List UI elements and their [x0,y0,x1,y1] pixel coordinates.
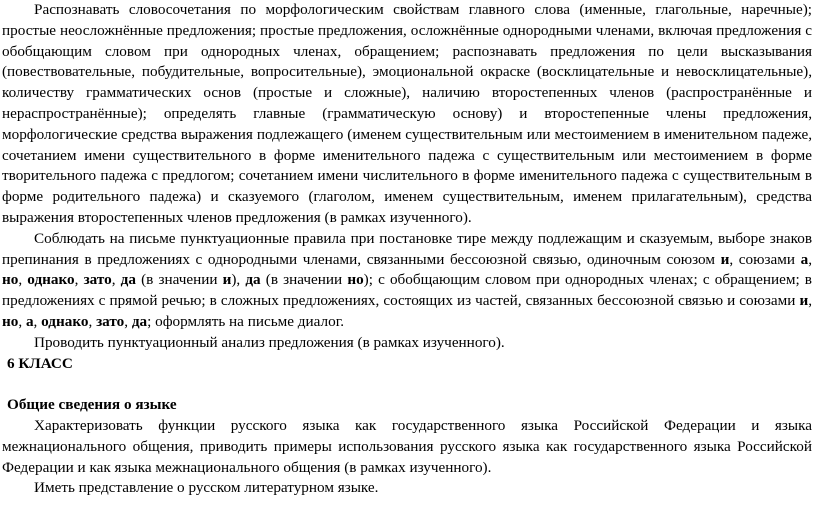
text-run: Соблюдать на письме пунктуационные правила при постановке тире между подлежащим и сказуемым, выборе знаков препинания в предложениях с однородными членами, связанными бессоюзной связью, одиночным союзом [2,229,812,268]
text-run: (в значении [260,271,348,289]
text-run: ); с обобщающим словом при однородных членах; с обращением; в предложениях с прямой речью; в сложных предложениях, состоящих из частей, связанных бессоюзной связью и союзами [2,271,812,310]
bold-term: но [347,271,364,289]
bold-term: однако [41,312,89,330]
paragraph-language-functions: Характеризовать функции русского языка как государственного языка Российской Федерации и языка межнационального общения, приводить примеры использования русского языка как государственного языка Российской Федерации и как языка межнационального общения (в рамках изученного). [2,416,812,476]
bold-term: но [2,312,19,330]
text-run: ; оформлять на письме диалог. [147,312,345,330]
bold-term: да [120,271,136,289]
section-heading: Общие сведения о языке [7,396,177,414]
bold-term: однако [27,271,75,289]
bold-term: и [799,292,809,310]
bold-term: и [222,271,232,289]
text-run: , [111,271,121,289]
bold-term: да [245,271,261,289]
grade-heading: 6 КЛАСС [7,354,73,372]
bold-term: а [25,312,34,330]
spacer [2,374,812,395]
text-run: , [33,312,42,330]
bold-term: зато [83,271,112,289]
paragraph-literary-language: Иметь представление о русском литературном языке. [34,479,379,497]
bold-term: зато [96,312,125,330]
text-run: , [18,312,26,330]
text-run: , [808,250,812,268]
text-run: , [88,312,97,330]
text-run: , союзами [729,250,801,268]
paragraph-punctuation-analysis: Проводить пунктуационный анализ предложения (в рамках изученного). [34,333,505,351]
paragraph-punctuation-rules [2,229,812,333]
bold-term: а [800,250,809,268]
text-run: , [74,271,84,289]
bold-term: но [2,271,19,289]
bold-term: да [131,312,148,330]
text-run: , [124,312,132,330]
text-run: (в значении [135,271,223,289]
text-run: ), [231,271,246,289]
paragraph-syntax-recognition: Распознавать словосочетания по морфологическим свойствам главного слова (именные, глагольные, наречные); простые неосложнённые предложения; простые предложения, осложнённые однородными членами, включая предложения с обобщающим словом при однородных членах, обращением; распознавать предложения по цели высказывания (повествовательные, побудительные, вопросительные), эмоциональной окраске (восклицательные и невосклицательные), количеству грамматических основ (простые и сложные), наличию второстепенных членов (распространённые и нераспространённые); определять главные (грамматическую основу) и второстепенные члены предложения, морфологические средства выражения подлежащего (именем существительным или местоимением в именительном падеже, сочетанием имени существительного в форме именительного падежа с существительным или местоимением в форме творительного падежа с предлогом; сочетанием имени числительного в форме именительного падежа с существительным в форме родительного падежа) и сказуемого (глаголом, именем существительным, именем прилагательным), средства выражения второстепенных членов предложения (в рамках изученного). [2,1,812,226]
text-run: , [18,271,28,289]
bold-term: и [720,250,730,268]
text-run: , [808,292,812,310]
